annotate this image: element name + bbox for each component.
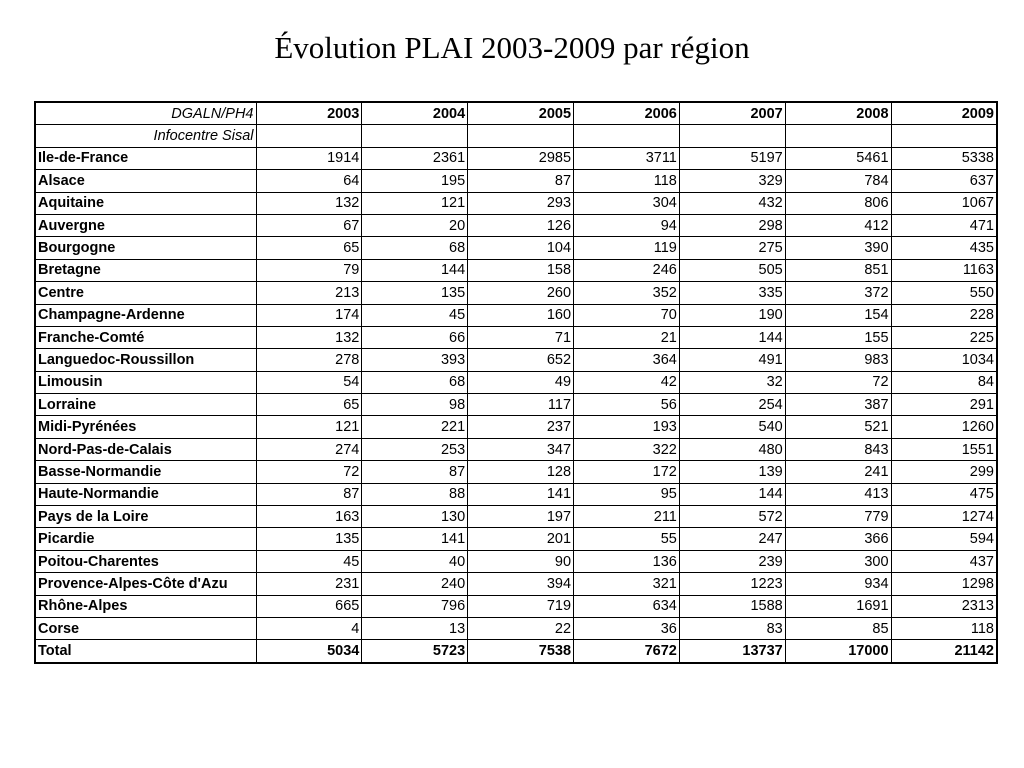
value-cell: 347	[468, 438, 574, 460]
value-cell: 71	[468, 326, 574, 348]
value-cell: 491	[679, 349, 785, 371]
value-cell: 144	[679, 326, 785, 348]
value-cell: 637	[891, 170, 997, 192]
value-cell: 274	[256, 438, 362, 460]
value-cell: 471	[891, 214, 997, 236]
value-cell: 228	[891, 304, 997, 326]
table-row	[35, 214, 997, 236]
region-name: Total	[35, 640, 256, 663]
value-cell: 665	[256, 595, 362, 617]
value-cell: 67	[256, 214, 362, 236]
value-cell: 211	[574, 506, 680, 528]
header-label-infocentre: Infocentre Sisal	[35, 125, 256, 147]
value-cell: 806	[785, 192, 891, 214]
value-cell: 119	[574, 237, 680, 259]
region-name: Ile-de-France	[35, 147, 256, 169]
value-cell: 36	[574, 617, 680, 639]
table-row	[35, 438, 997, 460]
value-cell: 141	[362, 528, 468, 550]
value-cell: 475	[891, 483, 997, 505]
value-cell: 94	[574, 214, 680, 236]
value-cell: 572	[679, 506, 785, 528]
value-cell: 321	[574, 573, 680, 595]
value-cell: 118	[574, 170, 680, 192]
region-name: Lorraine	[35, 394, 256, 416]
region-name: Picardie	[35, 528, 256, 550]
value-cell: 79	[256, 259, 362, 281]
value-cell: 144	[362, 259, 468, 281]
value-cell: 70	[574, 304, 680, 326]
value-cell: 172	[574, 461, 680, 483]
table-row	[35, 371, 997, 393]
value-cell: 521	[785, 416, 891, 438]
region-name: Provence-Alpes-Côte d'Azu	[35, 573, 256, 595]
empty-cell	[256, 125, 362, 147]
value-cell: 240	[362, 573, 468, 595]
empty-cell	[362, 125, 468, 147]
value-cell: 42	[574, 371, 680, 393]
value-cell: 4	[256, 617, 362, 639]
value-cell: 779	[785, 506, 891, 528]
region-name: Basse-Normandie	[35, 461, 256, 483]
value-cell: 5034	[256, 640, 362, 663]
value-cell: 275	[679, 237, 785, 259]
table-row	[35, 506, 997, 528]
value-cell: 1034	[891, 349, 997, 371]
value-cell: 90	[468, 550, 574, 572]
header-subrow	[35, 125, 997, 147]
region-name: Aquitaine	[35, 192, 256, 214]
value-cell: 1274	[891, 506, 997, 528]
value-cell: 5723	[362, 640, 468, 663]
value-cell: 364	[574, 349, 680, 371]
region-name: Centre	[35, 282, 256, 304]
value-cell: 983	[785, 349, 891, 371]
page-title: Évolution PLAI 2003-2009 par région	[274, 30, 750, 65]
header-row	[35, 102, 997, 125]
value-cell: 201	[468, 528, 574, 550]
value-cell: 254	[679, 394, 785, 416]
value-cell: 278	[256, 349, 362, 371]
table-row	[35, 550, 997, 572]
value-cell: 1163	[891, 259, 997, 281]
value-cell: 3711	[574, 147, 680, 169]
value-cell: 87	[468, 170, 574, 192]
value-cell: 56	[574, 394, 680, 416]
value-cell: 195	[362, 170, 468, 192]
value-cell: 72	[785, 371, 891, 393]
value-cell: 1067	[891, 192, 997, 214]
table-row	[35, 394, 997, 416]
empty-cell	[574, 125, 680, 147]
table-row	[35, 528, 997, 550]
value-cell: 66	[362, 326, 468, 348]
value-cell: 126	[468, 214, 574, 236]
value-cell: 2313	[891, 595, 997, 617]
value-cell: 88	[362, 483, 468, 505]
value-cell: 17000	[785, 640, 891, 663]
value-cell: 68	[362, 237, 468, 259]
value-cell: 480	[679, 438, 785, 460]
empty-cell	[468, 125, 574, 147]
value-cell: 87	[256, 483, 362, 505]
table-row	[35, 573, 997, 595]
value-cell: 550	[891, 282, 997, 304]
value-cell: 7538	[468, 640, 574, 663]
value-cell: 163	[256, 506, 362, 528]
value-cell: 117	[468, 394, 574, 416]
value-cell: 13737	[679, 640, 785, 663]
region-name: Champagne-Ardenne	[35, 304, 256, 326]
value-cell: 2361	[362, 147, 468, 169]
value-cell: 335	[679, 282, 785, 304]
value-cell: 372	[785, 282, 891, 304]
value-cell: 241	[785, 461, 891, 483]
value-cell: 158	[468, 259, 574, 281]
value-cell: 540	[679, 416, 785, 438]
value-cell: 437	[891, 550, 997, 572]
plai-region-table	[34, 101, 998, 664]
year-header: 2004	[362, 102, 468, 125]
value-cell: 322	[574, 438, 680, 460]
value-cell: 139	[679, 461, 785, 483]
value-cell: 1260	[891, 416, 997, 438]
region-name: Midi-Pyrénées	[35, 416, 256, 438]
value-cell: 394	[468, 573, 574, 595]
value-cell: 393	[362, 349, 468, 371]
empty-cell	[891, 125, 997, 147]
empty-cell	[785, 125, 891, 147]
value-cell: 247	[679, 528, 785, 550]
value-cell: 72	[256, 461, 362, 483]
value-cell: 55	[574, 528, 680, 550]
value-cell: 231	[256, 573, 362, 595]
value-cell: 193	[574, 416, 680, 438]
value-cell: 387	[785, 394, 891, 416]
table-row	[35, 282, 997, 304]
value-cell: 174	[256, 304, 362, 326]
region-name: Nord-Pas-de-Calais	[35, 438, 256, 460]
value-cell: 135	[256, 528, 362, 550]
value-cell: 160	[468, 304, 574, 326]
value-cell: 239	[679, 550, 785, 572]
year-header: 2006	[574, 102, 680, 125]
value-cell: 141	[468, 483, 574, 505]
value-cell: 505	[679, 259, 785, 281]
value-cell: 135	[362, 282, 468, 304]
value-cell: 1914	[256, 147, 362, 169]
table-row	[35, 147, 997, 169]
table-row	[35, 192, 997, 214]
region-name: Limousin	[35, 371, 256, 393]
value-cell: 130	[362, 506, 468, 528]
value-cell: 49	[468, 371, 574, 393]
value-cell: 299	[891, 461, 997, 483]
value-cell: 213	[256, 282, 362, 304]
value-cell: 95	[574, 483, 680, 505]
value-cell: 136	[574, 550, 680, 572]
table-row	[35, 595, 997, 617]
value-cell: 45	[362, 304, 468, 326]
value-cell: 128	[468, 461, 574, 483]
table-row	[35, 326, 997, 348]
value-cell: 7672	[574, 640, 680, 663]
value-cell: 20	[362, 214, 468, 236]
table-row	[35, 304, 997, 326]
value-cell: 413	[785, 483, 891, 505]
region-name: Bourgogne	[35, 237, 256, 259]
region-name: Auvergne	[35, 214, 256, 236]
region-name: Alsace	[35, 170, 256, 192]
value-cell: 352	[574, 282, 680, 304]
value-cell: 298	[679, 214, 785, 236]
value-cell: 796	[362, 595, 468, 617]
value-cell: 293	[468, 192, 574, 214]
table-row	[35, 349, 997, 371]
value-cell: 2985	[468, 147, 574, 169]
value-cell: 1551	[891, 438, 997, 460]
value-cell: 64	[256, 170, 362, 192]
value-cell: 851	[785, 259, 891, 281]
value-cell: 21	[574, 326, 680, 348]
value-cell: 45	[256, 550, 362, 572]
value-cell: 843	[785, 438, 891, 460]
value-cell: 652	[468, 349, 574, 371]
value-cell: 154	[785, 304, 891, 326]
year-header: 2009	[891, 102, 997, 125]
value-cell: 1691	[785, 595, 891, 617]
value-cell: 87	[362, 461, 468, 483]
value-cell: 1223	[679, 573, 785, 595]
value-cell: 104	[468, 237, 574, 259]
value-cell: 132	[256, 192, 362, 214]
empty-cell	[679, 125, 785, 147]
table-row	[35, 483, 997, 505]
table-row	[35, 617, 997, 639]
value-cell: 65	[256, 394, 362, 416]
value-cell: 121	[362, 192, 468, 214]
region-name: Languedoc-Roussillon	[35, 349, 256, 371]
value-cell: 246	[574, 259, 680, 281]
value-cell: 784	[785, 170, 891, 192]
value-cell: 390	[785, 237, 891, 259]
value-cell: 121	[256, 416, 362, 438]
value-cell: 300	[785, 550, 891, 572]
value-cell: 634	[574, 595, 680, 617]
value-cell: 237	[468, 416, 574, 438]
value-cell: 84	[891, 371, 997, 393]
value-cell: 260	[468, 282, 574, 304]
total-row	[35, 640, 997, 663]
value-cell: 221	[362, 416, 468, 438]
year-header: 2003	[256, 102, 362, 125]
value-cell: 329	[679, 170, 785, 192]
value-cell: 5197	[679, 147, 785, 169]
value-cell: 118	[891, 617, 997, 639]
value-cell: 225	[891, 326, 997, 348]
value-cell: 40	[362, 550, 468, 572]
value-cell: 934	[785, 573, 891, 595]
table-row	[35, 170, 997, 192]
year-header: 2005	[468, 102, 574, 125]
value-cell: 366	[785, 528, 891, 550]
value-cell: 144	[679, 483, 785, 505]
table-row	[35, 461, 997, 483]
year-header: 2008	[785, 102, 891, 125]
table-row	[35, 259, 997, 281]
header-label-dgaln: DGALN/PH4	[35, 102, 256, 125]
value-cell: 197	[468, 506, 574, 528]
table-row	[35, 237, 997, 259]
region-name: Franche-Comté	[35, 326, 256, 348]
value-cell: 85	[785, 617, 891, 639]
value-cell: 21142	[891, 640, 997, 663]
value-cell: 304	[574, 192, 680, 214]
value-cell: 435	[891, 237, 997, 259]
value-cell: 594	[891, 528, 997, 550]
value-cell: 13	[362, 617, 468, 639]
value-cell: 432	[679, 192, 785, 214]
value-cell: 1298	[891, 573, 997, 595]
value-cell: 98	[362, 394, 468, 416]
value-cell: 155	[785, 326, 891, 348]
value-cell: 253	[362, 438, 468, 460]
region-name: Bretagne	[35, 259, 256, 281]
value-cell: 83	[679, 617, 785, 639]
value-cell: 65	[256, 237, 362, 259]
value-cell: 22	[468, 617, 574, 639]
table-row	[35, 416, 997, 438]
value-cell: 68	[362, 371, 468, 393]
value-cell: 5461	[785, 147, 891, 169]
region-name: Pays de la Loire	[35, 506, 256, 528]
value-cell: 5338	[891, 147, 997, 169]
value-cell: 291	[891, 394, 997, 416]
value-cell: 190	[679, 304, 785, 326]
value-cell: 54	[256, 371, 362, 393]
value-cell: 132	[256, 326, 362, 348]
region-name: Rhône-Alpes	[35, 595, 256, 617]
region-name: Corse	[35, 617, 256, 639]
value-cell: 719	[468, 595, 574, 617]
value-cell: 1588	[679, 595, 785, 617]
value-cell: 32	[679, 371, 785, 393]
value-cell: 412	[785, 214, 891, 236]
region-name: Haute-Normandie	[35, 483, 256, 505]
year-header: 2007	[679, 102, 785, 125]
region-name: Poitou-Charentes	[35, 550, 256, 572]
